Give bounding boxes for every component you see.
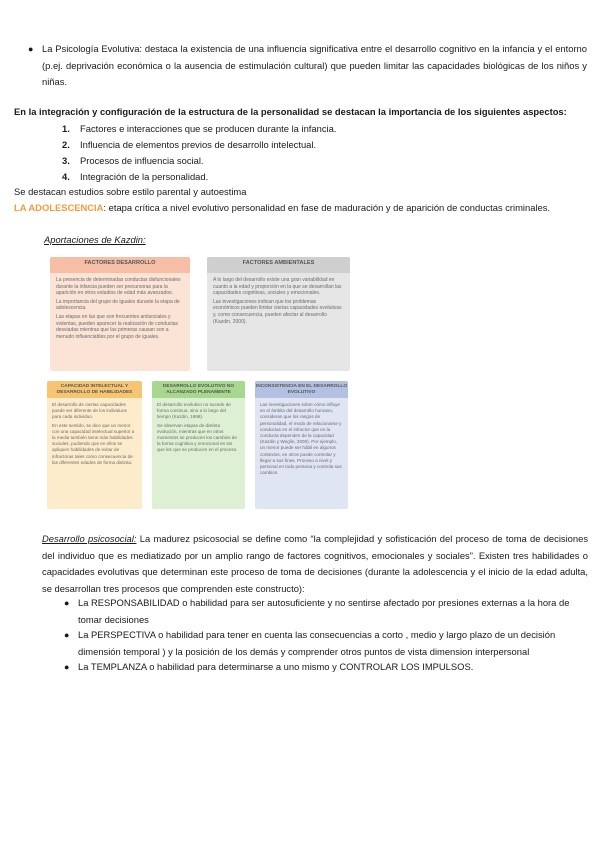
box-paragraph: Las investigaciones indican que los problemas económicos pueden limitar ciertas capacidades evolutivas y, como consecuencia, pueden afectar al desarrollo (Kazdin, 2000). (213, 298, 342, 325)
box-title: CAPACIDAD INTELECTUAL Y DESARROLLO DE HABILIDADES (47, 381, 142, 398)
box-paragraph: Las investigaciones sobre cómo influye en el ámbito del desarrollo humano, consideran que los rasgos de personalidad, el modo de relacionarse y conductas en el infractor que en la conducta dependen de la capacidad (Kazdin y Weglin, 2000). Por ejemplo, un menor puede ser hábil en algunos contextos, en otros puede controlar y llegar a sus fines. Proceso a nivel y personal en todo persona y controla sus cambios. (260, 402, 342, 476)
list-item (62, 153, 336, 169)
list-item (62, 137, 336, 153)
list-item-text: Integración de la personalidad. (80, 171, 209, 182)
adolescence-line (14, 200, 594, 216)
box-paragraph: El desarrollo de ciertas capacidades puede ser diferente de los individuos para cada individuo. (52, 402, 127, 420)
list-number: 4. (62, 171, 70, 182)
box-body (50, 273, 190, 346)
list-number: 1. (62, 123, 70, 134)
list-number: 2. (62, 139, 70, 150)
box-paragraph: Las etapas en las que son frecuentes antisociales y violentas, pueden aparecer la realización de conductas desviadas mientras que las primeras causan son a menudo influenciables por el grupo de iguales. (56, 313, 179, 340)
capacity-text: La RESPONSABILIDAD o habilidad para ser autosuficiente y no sentirse afectado por presiones externas a la hora de tomar decisiones (78, 597, 570, 625)
box-title: INCONSISTENCIA EN EL DESARROLLO EVOLUTIVO (255, 381, 348, 398)
box-capacidad-intelectual (47, 381, 142, 509)
capacity-bullet (64, 595, 588, 628)
list-item (62, 169, 336, 185)
list-item-text: Influencia de elementos previos de desarrollo intelectual. (80, 139, 317, 150)
kazdin-title: Aportaciones de Kazdin: (44, 234, 146, 245)
list-item-text: Procesos de influencia social. (80, 155, 204, 166)
box-paragraph: Se observan etapas de distinta evolución, mientras que en otros momentos se producen los cambios de la forma cognitiva y emocional en los que los que se producen en el proceso. (157, 422, 238, 453)
capacity-text: La PERSPECTIVA o habilidad para tener en cuenta las consecuencias a corto , medio y largo plazo de un decisión dimensión temporal ) y la posición de los demás y comprender otros puntos de vista dimension interpersonal (78, 629, 556, 657)
box-paragraph: A lo largo del desarrollo existe una gran variabilidad en cuanto a la edad y proporción en la que se desarrollan las capacidades cognitivas, sociales y emocionales. (213, 277, 342, 297)
intro-bullet (28, 41, 587, 91)
box-paragraph: El desarrollo evolutivo no sucede de forma continua, sino a lo largo del tiempo (Kazdin, 1998). (157, 402, 231, 420)
box-paragraph: La presencia de determinadas conductas disfuncionales durante la infancia pueden ser precursoras para la aparición en otros estadios de edad más avanzados. (56, 277, 181, 297)
psychosocial-label: Desarrollo psicosocial: (42, 533, 137, 544)
psychosocial-paragraph (42, 531, 588, 597)
intro-bullet-text: La Psicología Evolutiva: destaca la existencia de una influencia significativa entre el desarrollo cognitivo en la infancia y el entorno (p.ej. deprivación económica o la ausencia de estimulación cultural) que pueden limitar las capacidades biológicas de los niños y niñas. (42, 43, 587, 87)
bullet-icon: ● (28, 44, 34, 54)
psychosocial-text: La madurez psicosocial se define como “la complejidad y sofisticación del proceso de toma de decisiones del individuo que es mediatizado por un amplio rango de factores cognitivos, emocionales y sociales”. Existen tres habilidades o capacidades evolutivas que determinan este proceso de toma de decisiones (durante la adolescencia y el inicio de la edad adulta, se desarrollan tres procesos que comprenden este constructo): (42, 533, 589, 594)
capacity-text: La TEMPLANZA o habilidad para determinarse a uno mismo y CONTROLAR LOS IMPULSOS. (78, 661, 474, 672)
box-title: FACTORES AMBIENTALES (207, 257, 350, 273)
bullet-icon: ● (64, 630, 70, 640)
box-paragraph: En este sentido, se dice que un menor con una capacidad intelectual superior a la media también tiene más habilidades sociales, pudiendo que en ellos se apliquen habilidades de evitar de infractoras tales como consecuencia de las diferentes edades de forma distinta. (52, 422, 135, 465)
list-item-text: Factores e interacciones que se producen durante la infancia. (80, 123, 337, 134)
box-title: FACTORES DESARROLLO (50, 257, 190, 273)
box-factores-ambientales (207, 257, 350, 371)
list-item (62, 121, 336, 137)
box-desarrollo-evolutivo (152, 381, 245, 509)
box-body (207, 273, 350, 331)
box-title: DESARROLLO EVOLUTIVO NO ALCANZADO PLENAMENTE (152, 381, 245, 398)
box-inconsistencia (255, 381, 348, 509)
box-factores-desarrollo (50, 257, 190, 371)
bullet-icon: ● (64, 662, 70, 672)
integration-heading: En la integración y configuración de la estructura de la personalidad se destacan la importancia de los siguientes aspectos: (14, 106, 567, 117)
capacity-bullet (64, 627, 588, 660)
list-number: 3. (62, 155, 70, 166)
aspects-list (62, 121, 336, 185)
box-paragraph: La importancia del grupo de iguales durante la etapa de adolescencia. (56, 298, 180, 312)
adolescence-label: LA ADOLESCENCIA (14, 202, 104, 213)
box-body (47, 398, 142, 472)
bullet-icon: ● (64, 598, 70, 608)
capacity-bullet (64, 659, 588, 676)
adolescence-text: : etapa crítica a nivel evolutivo personalidad en fase de maduración y de aparición de conductas criminales. (103, 202, 551, 213)
box-body (255, 398, 348, 482)
parental-note: Se destacan estudios sobre estilo parental y autoestima (14, 186, 247, 197)
box-body (152, 398, 245, 460)
